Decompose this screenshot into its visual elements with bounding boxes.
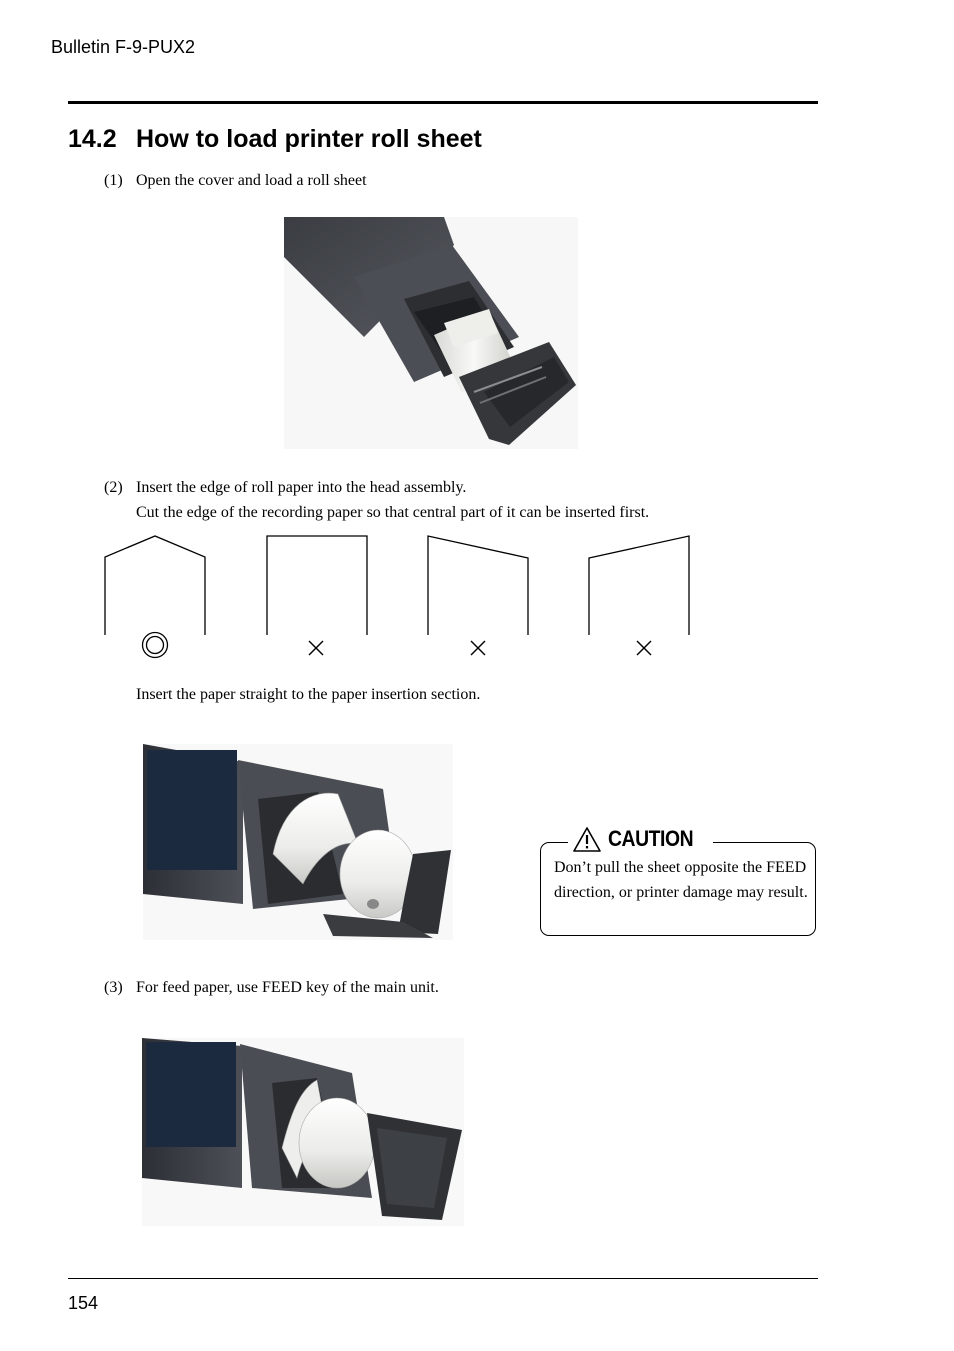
insert-note: Insert the paper straight to the paper insertion section.: [136, 686, 481, 703]
section-title-text: How to load printer roll sheet: [136, 125, 482, 153]
section-number: 14.2: [68, 125, 117, 153]
bad-mark-icon: [471, 641, 485, 655]
step-text: For feed paper, use FEED key of the main unit.: [136, 979, 439, 996]
step-text: Insert the edge of roll paper into the head assembly.: [136, 479, 467, 496]
paper-cut-diagram: [100, 530, 700, 665]
printer-open-cover-photo: [284, 217, 578, 449]
bad-mark-icon: [637, 641, 651, 655]
caution-text: Don’t pull the sheet opposite the FEED direction, or printer damage may result.: [554, 859, 808, 901]
step-number: (1): [104, 172, 123, 189]
caution-heading: [568, 823, 713, 855]
footer-rule: [68, 1278, 818, 1279]
caution-label: CAUTION: [608, 826, 694, 851]
page-number: 154: [68, 1293, 99, 1313]
paper-feed-photo: [142, 1038, 464, 1226]
step-2: [104, 479, 744, 499]
paper-cut-straight: [267, 536, 367, 635]
header-rule: [68, 101, 818, 104]
bad-mark-icon: [309, 641, 323, 655]
bulletin-id: Bulletin F-9-PUX2: [51, 37, 196, 57]
section-title: [68, 125, 482, 154]
paper-cut-slant-up: [589, 536, 689, 635]
paper-cut-pointed: [105, 536, 205, 635]
step-1: [104, 172, 704, 192]
paper-insertion-photo: [143, 744, 453, 940]
paper-cut-slant-down: [428, 536, 528, 635]
step-number: (2): [104, 479, 123, 496]
step-number: (3): [104, 979, 123, 996]
step-text: Open the cover and load a roll sheet: [136, 172, 367, 189]
warning-triangle-icon: [572, 826, 602, 853]
step-2-note: Cut the edge of the recording paper so that central part of it can be inserted first.: [136, 504, 650, 521]
step-3: [104, 979, 704, 999]
good-mark-icon: [143, 633, 168, 658]
